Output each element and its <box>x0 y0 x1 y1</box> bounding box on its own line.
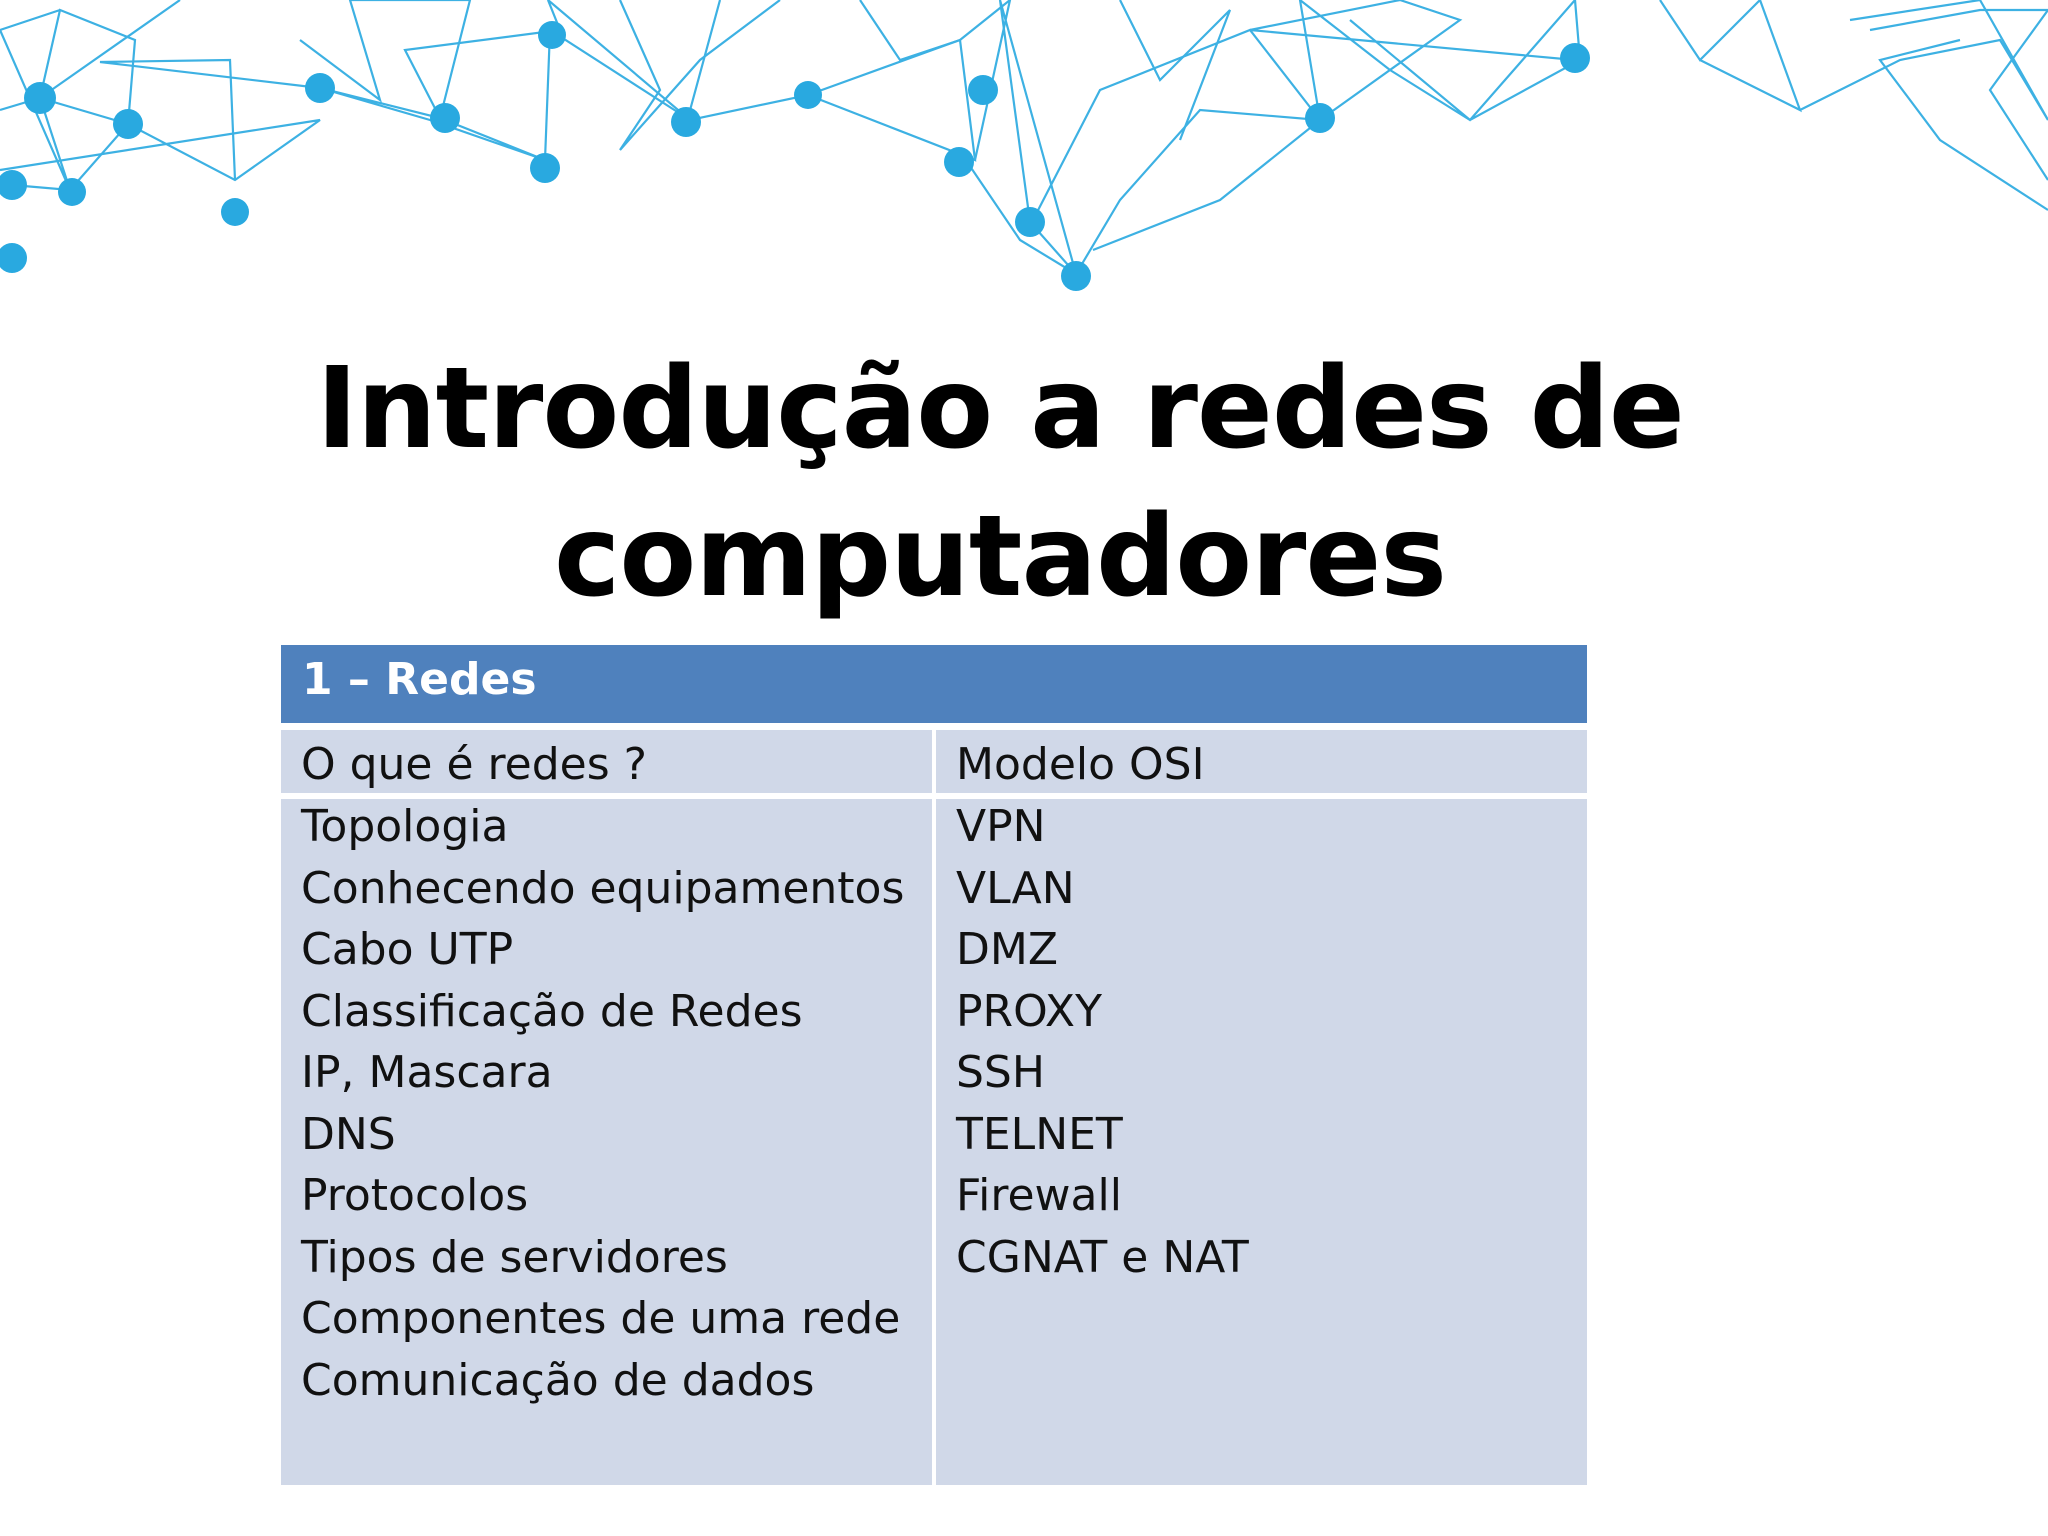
table-cell-what-is-network <box>281 730 932 793</box>
left-topic-list <box>281 796 904 1411</box>
list-item: Comunicação de dados <box>301 1354 815 1406</box>
list-item: CGNAT e NAT <box>956 1231 1249 1283</box>
list-item: Conhecendo equipamentos <box>301 862 905 914</box>
list-item: Modelo OSI <box>956 739 1205 790</box>
title-line-1: Introdução a redes de <box>316 344 1684 474</box>
table-cell-right-topics <box>936 799 1587 1485</box>
list-item: DMZ <box>956 924 1058 975</box>
table-cell-left-topics <box>281 799 932 1485</box>
list-item: IP, Mascara <box>301 1047 553 1098</box>
list-item: VLAN <box>956 862 1075 914</box>
list-item: Tipos de servidores <box>301 1231 728 1283</box>
list-item: VPN <box>956 801 1046 852</box>
list-item: SSH <box>956 1047 1045 1098</box>
topics-table <box>281 645 1587 1485</box>
title-line-2: computadores <box>553 492 1447 622</box>
slide-title <box>300 335 1700 631</box>
list-item: Classificação de Redes <box>301 985 803 1037</box>
list-item: Firewall <box>956 1170 1122 1221</box>
list-item: Protocolos <box>301 1170 529 1221</box>
list-item: DNS <box>301 1108 396 1160</box>
list-item: PROXY <box>956 985 1102 1037</box>
list-item: Componentes de uma rede <box>301 1293 901 1344</box>
table-header-label: 1 – Redes <box>302 654 537 705</box>
network-decoration <box>0 0 2048 300</box>
list-item: Cabo UTP <box>301 924 514 975</box>
table-header <box>281 645 1587 723</box>
list-item: TELNET <box>956 1108 1123 1160</box>
right-topic-list <box>936 796 1249 1288</box>
table-cell-osi-model <box>936 730 1587 793</box>
list-item: Topologia <box>301 801 509 852</box>
list-item: O que é redes ? <box>301 739 648 790</box>
